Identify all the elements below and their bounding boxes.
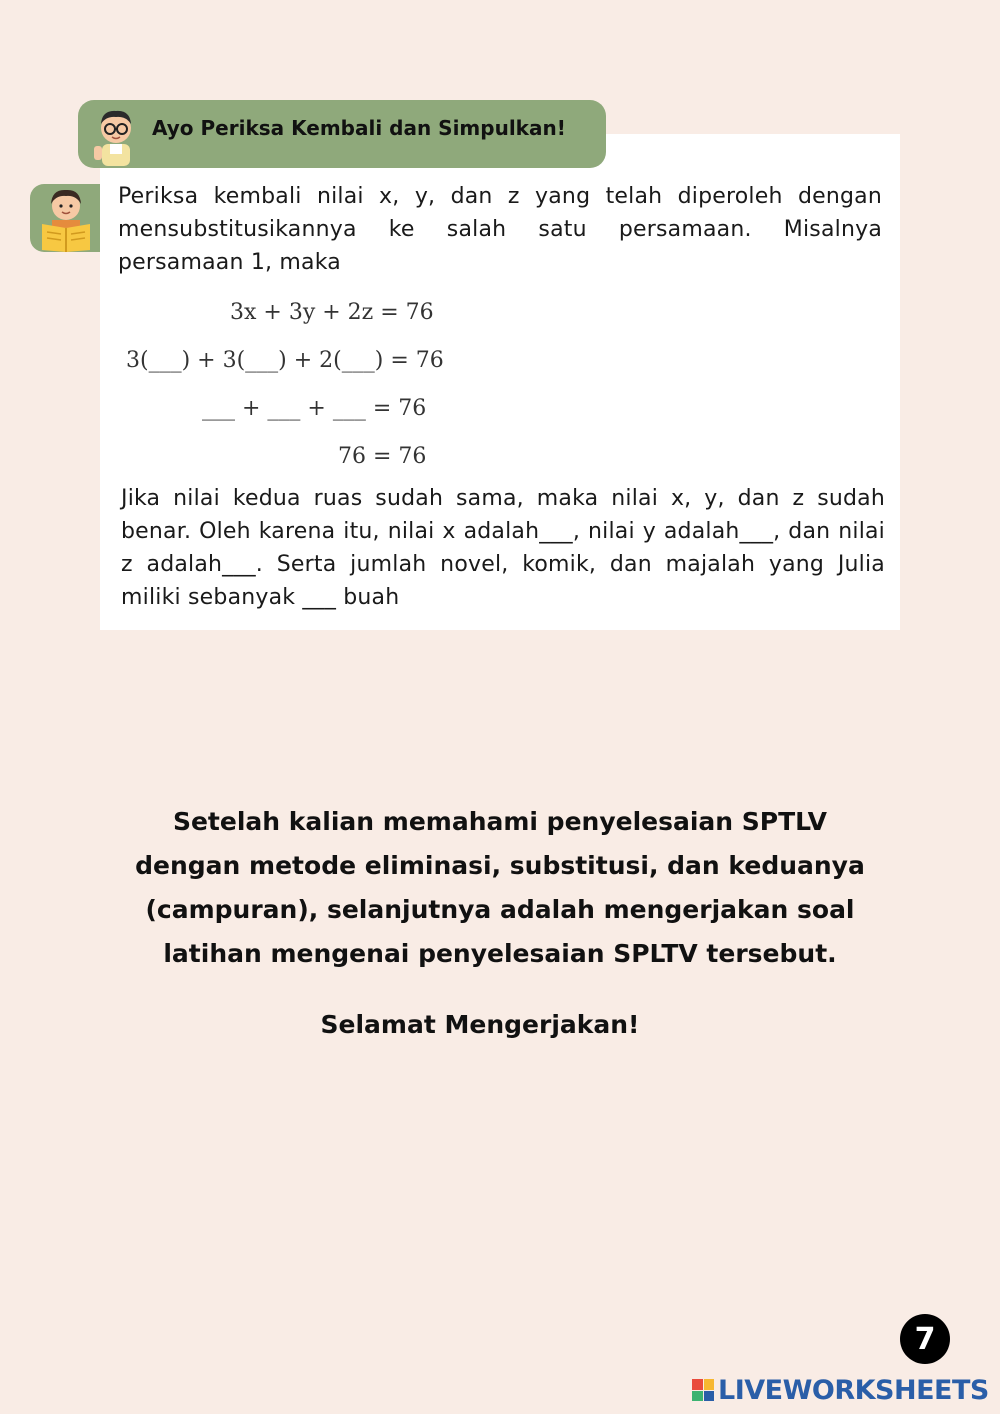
closing-line: Setelah kalian memahami penyelesaian SPTLV xyxy=(172,807,828,836)
boy-reading-book-icon xyxy=(30,184,100,252)
liveworksheets-logo xyxy=(692,1372,989,1408)
page-number: 7 xyxy=(900,1314,950,1364)
closing-line: (campuran), selanjutnya adalah mengerjakan soal xyxy=(145,895,855,924)
liveworksheets-mark-icon xyxy=(692,1379,714,1401)
section-title: Ayo Periksa Kembali dan Simpulkan! xyxy=(152,116,566,140)
equation-line: 3(___) + 3(___) + 2(___) = 76 xyxy=(126,348,444,373)
liveworksheets-brand: LIVEWORKSHEETS xyxy=(718,1374,989,1406)
boy-with-glasses-icon xyxy=(88,104,144,166)
equation-line: 3x + 3y + 2z = 76 xyxy=(230,300,434,325)
greeting-text: Selamat Mengerjakan! xyxy=(320,1010,640,1039)
closing-message xyxy=(100,800,900,976)
equation-line: 76 = 76 xyxy=(338,444,427,469)
conclusion-paragraph: Jika nilai kedua ruas sudah sama, maka nilai x, y, dan z sudah benar. Oleh karena itu, nilai x adalah___, nilai y adalah___, dan nilai z adalah___. Serta jumlah novel, komik, dan majalah yang Julia miliki sebanyak ___ buah xyxy=(121,486,885,610)
closing-line: latihan mengenai penyelesaian SPLTV tersebut. xyxy=(163,939,837,968)
reader-avatar-box xyxy=(30,184,100,252)
closing-line: dengan metode eliminasi, substitusi, dan keduanya xyxy=(135,851,865,880)
intro-paragraph: Periksa kembali nilai x, y, dan z yang telah diperoleh dengan mensubstitusikannya ke salah satu persamaan. Misalnya persamaan 1, maka xyxy=(118,184,882,275)
equation-line: ___ + ___ + ___ = 76 xyxy=(202,396,427,421)
